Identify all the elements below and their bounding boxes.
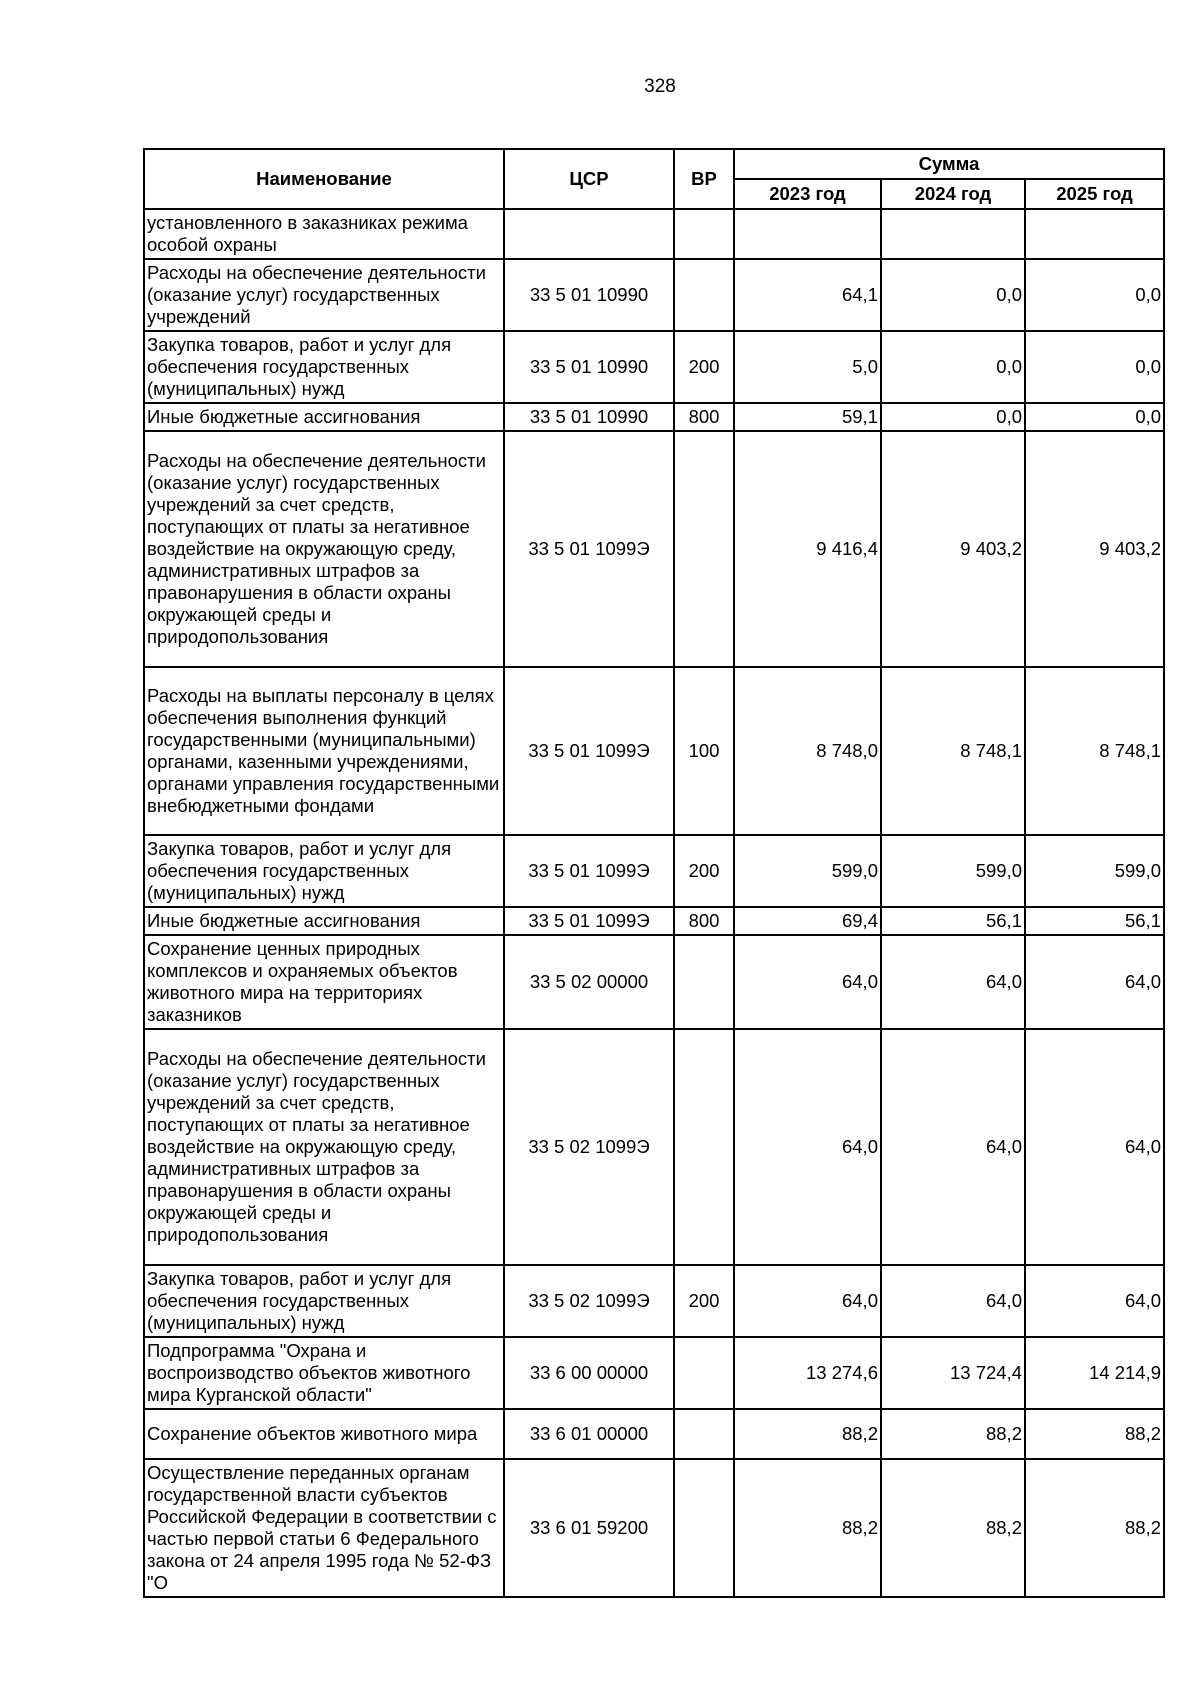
cell-2024: 88,2	[881, 1459, 1025, 1597]
budget-table	[143, 148, 1165, 1598]
table-row	[144, 331, 1164, 403]
cell-2025: 56,1	[1025, 907, 1164, 935]
cell-2023: 8 748,0	[734, 667, 881, 835]
cell-vr: 200	[674, 331, 734, 403]
cell-2024: 599,0	[881, 835, 1025, 907]
cell-name: Расходы на обеспечение деятельности (оказание услуг) государственных учреждений за счет средств, поступающих от платы за негативное воздействие на окружающую среду, административных штрафов за правонарушения в области охраны окружающей среды и природопользования	[144, 431, 504, 667]
cell-name: Иные бюджетные ассигнования	[144, 907, 504, 935]
cell-csr: 33 5 02 00000	[504, 935, 674, 1029]
cell-name: Расходы на обеспечение деятельности (оказание услуг) государственных учреждений за счет средств, поступающих от платы за негативное воздействие на окружающую среду, административных штрафов за правонарушения в области охраны окружающей среды и природопользования	[144, 1029, 504, 1265]
cell-2024: 64,0	[881, 1265, 1025, 1337]
cell-csr: 33 5 01 10990	[504, 259, 674, 331]
cell-2023: 88,2	[734, 1459, 881, 1597]
cell-2023: 13 274,6	[734, 1337, 881, 1409]
cell-2023: 88,2	[734, 1409, 881, 1459]
cell-name: Сохранение объектов животного мира	[144, 1409, 504, 1459]
cell-2024: 13 724,4	[881, 1337, 1025, 1409]
cell-2023: 64,0	[734, 935, 881, 1029]
cell-vr: 800	[674, 403, 734, 431]
cell-csr: 33 5 01 1099Э	[504, 907, 674, 935]
cell-vr	[674, 431, 734, 667]
cell-csr: 33 6 01 59200	[504, 1459, 674, 1597]
cell-name: Подпрограмма "Охрана и воспроизводство объектов животного мира Курганской области"	[144, 1337, 504, 1409]
table-row	[144, 1265, 1164, 1337]
table-row	[144, 1459, 1164, 1597]
cell-2024: 0,0	[881, 331, 1025, 403]
header-2025: 2025 год	[1025, 179, 1164, 209]
cell-2023: 64,1	[734, 259, 881, 331]
cell-name: Закупка товаров, работ и услуг для обеспечения государственных (муниципальных) нужд	[144, 331, 504, 403]
cell-vr: 100	[674, 667, 734, 835]
cell-2024: 64,0	[881, 935, 1025, 1029]
cell-2023: 599,0	[734, 835, 881, 907]
cell-name: установленного в заказниках режима особой охраны	[144, 209, 504, 259]
cell-vr	[674, 1409, 734, 1459]
cell-2024: 56,1	[881, 907, 1025, 935]
cell-vr	[674, 1337, 734, 1409]
cell-vr: 800	[674, 907, 734, 935]
cell-2025	[1025, 209, 1164, 259]
table-row	[144, 259, 1164, 331]
cell-name: Иные бюджетные ассигнования	[144, 403, 504, 431]
cell-2023	[734, 209, 881, 259]
cell-vr	[674, 935, 734, 1029]
cell-2025: 64,0	[1025, 935, 1164, 1029]
cell-2024	[881, 209, 1025, 259]
table-row	[144, 403, 1164, 431]
cell-name: Сохранение ценных природных комплексов и охраняемых объектов животного мира на территориях заказников	[144, 935, 504, 1029]
cell-2023: 9 416,4	[734, 431, 881, 667]
table-body	[144, 209, 1164, 1597]
cell-name: Осуществление переданных органам государственной власти субъектов Российской Федерации в соответствии с частью первой статьи 6 Федерального закона от 24 апреля 1995 года № 52-ФЗ "О	[144, 1459, 504, 1597]
header-csr: ЦСР	[504, 149, 674, 209]
table-row	[144, 667, 1164, 835]
cell-name: Закупка товаров, работ и услуг для обеспечения государственных (муниципальных) нужд	[144, 835, 504, 907]
cell-2024: 0,0	[881, 259, 1025, 331]
cell-csr: 33 5 01 1099Э	[504, 835, 674, 907]
cell-vr	[674, 1459, 734, 1597]
table-row	[144, 431, 1164, 667]
cell-2025: 9 403,2	[1025, 431, 1164, 667]
cell-2024: 9 403,2	[881, 431, 1025, 667]
cell-2023: 64,0	[734, 1265, 881, 1337]
cell-2025: 0,0	[1025, 259, 1164, 331]
header-name: Наименование	[144, 149, 504, 209]
cell-2023: 69,4	[734, 907, 881, 935]
page-number: 328	[644, 76, 676, 97]
cell-csr: 33 5 01 1099Э	[504, 431, 674, 667]
table-row	[144, 1337, 1164, 1409]
cell-name: Закупка товаров, работ и услуг для обеспечения государственных (муниципальных) нужд	[144, 1265, 504, 1337]
table-row	[144, 935, 1164, 1029]
cell-2024: 88,2	[881, 1409, 1025, 1459]
cell-2024: 0,0	[881, 403, 1025, 431]
cell-2023: 59,1	[734, 403, 881, 431]
cell-csr: 33 5 01 10990	[504, 331, 674, 403]
cell-2025: 14 214,9	[1025, 1337, 1164, 1409]
header-2023: 2023 год	[734, 179, 881, 209]
cell-2025: 0,0	[1025, 403, 1164, 431]
cell-2025: 8 748,1	[1025, 667, 1164, 835]
cell-2023: 5,0	[734, 331, 881, 403]
cell-csr	[504, 209, 674, 259]
cell-vr: 200	[674, 835, 734, 907]
cell-vr	[674, 259, 734, 331]
cell-vr	[674, 1029, 734, 1265]
cell-csr: 33 5 02 1099Э	[504, 1029, 674, 1265]
table-row	[144, 835, 1164, 907]
cell-2024: 64,0	[881, 1029, 1025, 1265]
table-row	[144, 209, 1164, 259]
cell-2025: 599,0	[1025, 835, 1164, 907]
cell-csr: 33 5 02 1099Э	[504, 1265, 674, 1337]
cell-2023: 64,0	[734, 1029, 881, 1265]
cell-vr: 200	[674, 1265, 734, 1337]
cell-csr: 33 5 01 10990	[504, 403, 674, 431]
cell-2025: 64,0	[1025, 1029, 1164, 1265]
cell-name: Расходы на обеспечение деятельности (оказание услуг) государственных учреждений	[144, 259, 504, 331]
cell-2025: 88,2	[1025, 1459, 1164, 1597]
table-row	[144, 1409, 1164, 1459]
cell-csr: 33 5 01 1099Э	[504, 667, 674, 835]
table-row	[144, 1029, 1164, 1265]
cell-2025: 64,0	[1025, 1265, 1164, 1337]
cell-2024: 8 748,1	[881, 667, 1025, 835]
cell-2025: 0,0	[1025, 331, 1164, 403]
header-vr: ВР	[674, 149, 734, 209]
header-2024: 2024 год	[881, 179, 1025, 209]
cell-csr: 33 6 01 00000	[504, 1409, 674, 1459]
cell-vr	[674, 209, 734, 259]
cell-name: Расходы на выплаты персоналу в целях обеспечения выполнения функций государственными (муниципальными) органами, казенными учреждениями, органами управления государственными внебюджетными фондами	[144, 667, 504, 835]
table-row	[144, 907, 1164, 935]
cell-2025: 88,2	[1025, 1409, 1164, 1459]
cell-csr: 33 6 00 00000	[504, 1337, 674, 1409]
header-sum: Сумма	[734, 149, 1164, 179]
